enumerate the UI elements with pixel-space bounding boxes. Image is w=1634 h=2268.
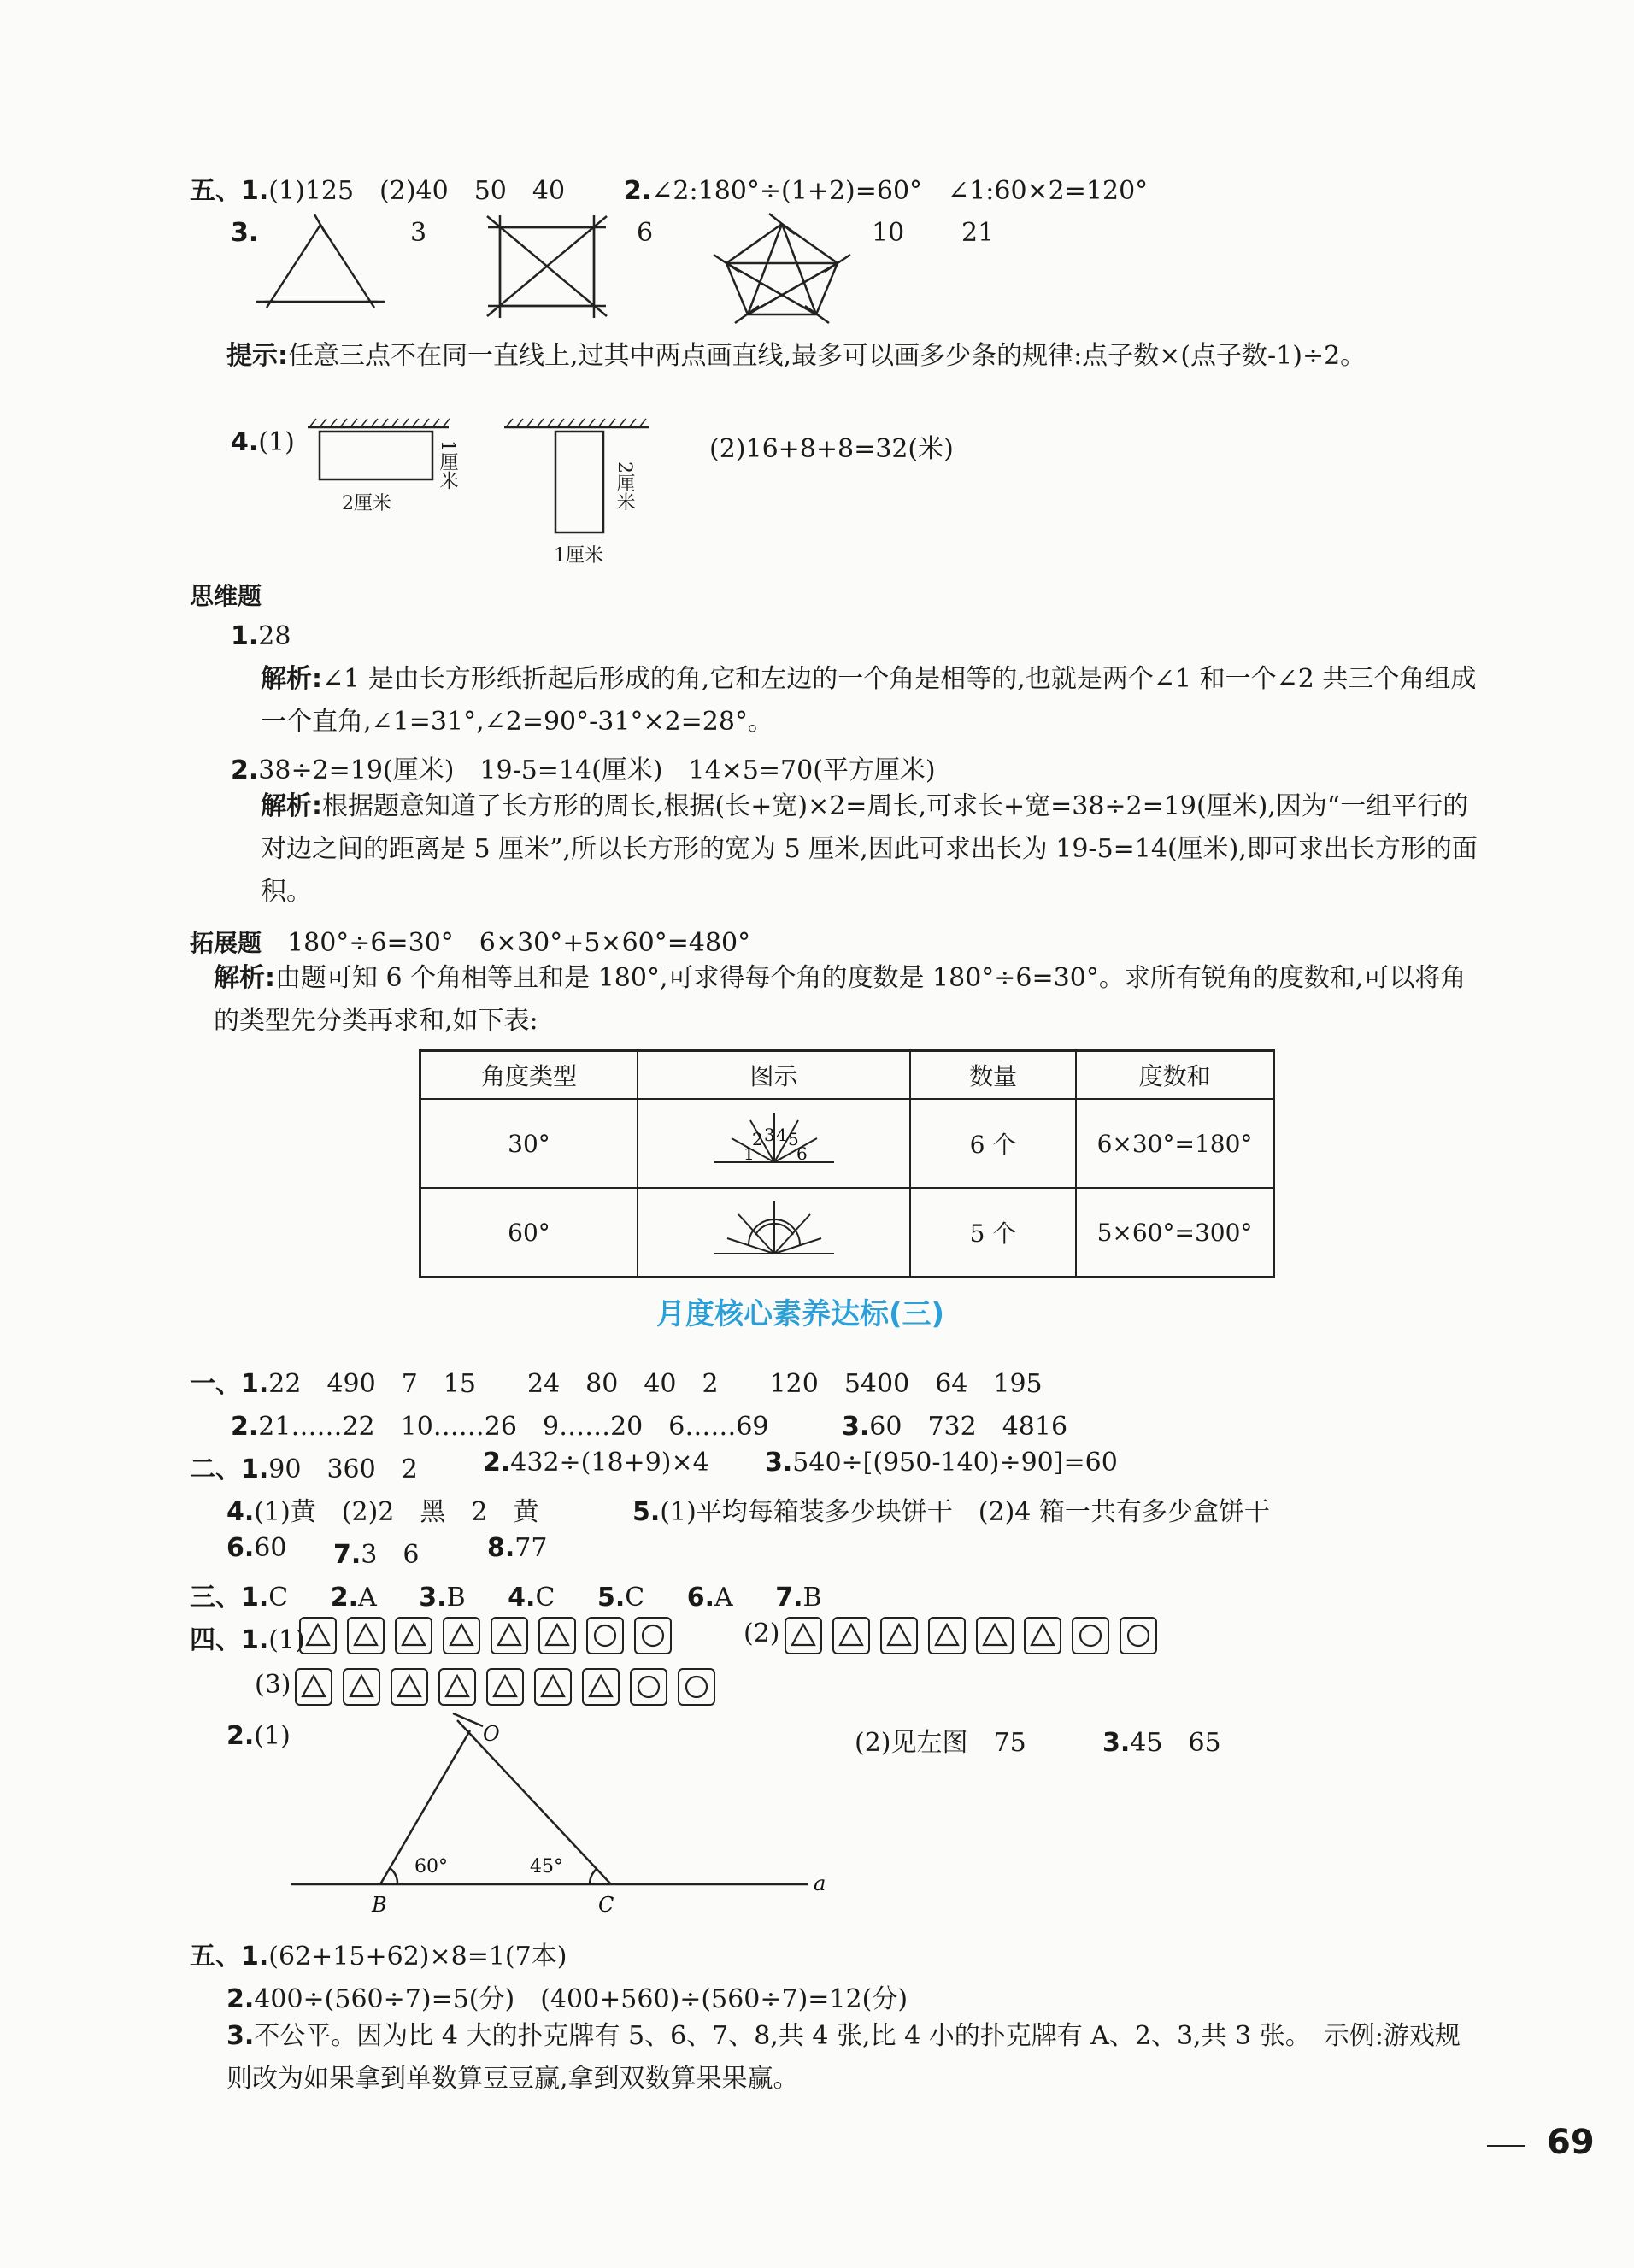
boxed-triangle-icon <box>928 1617 966 1654</box>
rect-b-height-label: 2厘米 <box>614 461 635 511</box>
boxed-triangle-icon <box>299 1617 337 1654</box>
boxed-circle-icon <box>630 1668 667 1706</box>
q5-1: 五、1.(1)125 (2)40 50 40 <box>190 176 566 206</box>
boxed-triangle-icon <box>582 1668 620 1706</box>
siwei-q2: 2.38÷2=19(厘米) 19-5=14(厘米) 14×5=70(平方厘米) <box>231 755 936 785</box>
boxed-circle-icon <box>634 1617 672 1654</box>
boxed-triangle-icon <box>395 1617 432 1654</box>
u3-1-2: 2.21……22 10……26 9……20 6……69 <box>231 1412 769 1442</box>
four-point-lines-figure <box>483 212 611 323</box>
tuozhan-analysis: 解析:由题可知 6 个角相等且和是 180°,可求得每个角的度数是 180°÷6=30°。求所有锐角的度数和,可以将角的类型先分类再求和,如下表: <box>214 963 1466 1036</box>
u3-4-2: 2.(1) <box>226 1721 291 1751</box>
siwei-q2-analysis: 解析:根据题意知道了长方形的周长,根据(长+宽)×2=周长,可求长+宽=38÷2=19(厘米),因为“一组平行的对边之间的距离是 5 厘米”,所以长方形的宽为 5 厘米,因此可求出长为 19-5=14(厘米),即可求出长方形的面积。 <box>261 791 1478 907</box>
fig-c-count2: 21 <box>961 218 995 248</box>
boxed-circle-icon <box>678 1668 715 1706</box>
boxed-triangle-icon <box>295 1668 332 1706</box>
u3-5-3: 3.不公平。因为比 4 大的扑克牌有 5、6、7、8,共 4 张,比 4 小的扑克牌有 A、2、3,共 3 张。 示例:游戏规则改为如果拿到单数算豆豆赢,拿到双数算果果赢。 <box>226 2021 1461 2094</box>
siwei-heading: 思维题 <box>190 582 262 610</box>
boxed-triangle-icon <box>438 1668 476 1706</box>
u3-2-5: 5.(1)平均每箱装多少块饼干 (2)4 箱一共有多少盒饼干 <box>632 1497 1270 1527</box>
fig-b-count: 6 <box>637 218 654 248</box>
table-header: 度数和 <box>1076 1051 1274 1100</box>
q5-4: 4.(1) <box>231 427 295 457</box>
ray-label: 1 <box>743 1143 755 1164</box>
boxed-triangle-icon <box>491 1617 528 1654</box>
u3-1-1: 一、1.22 490 7 15 24 80 40 2 120 5400 64 195 <box>190 1369 1043 1399</box>
three-point-lines-figure <box>256 209 385 320</box>
table-cell: 5 个 <box>910 1188 1076 1278</box>
table-cell: 5×60°=300° <box>1076 1188 1274 1278</box>
ray-label: 2 <box>751 1128 763 1149</box>
table-row <box>420 1188 1274 1278</box>
ray-label: 5 <box>787 1128 799 1149</box>
vertex-c-label: C <box>598 1893 614 1917</box>
u3-2-1: 二、1.90 360 2 <box>190 1454 418 1484</box>
ray-label: 6 <box>796 1143 808 1164</box>
u3-2-3: 3.540÷[(950-140)÷90]=60 <box>765 1448 1118 1478</box>
rect-a-width-label: 2厘米 <box>342 493 391 514</box>
ray-label: 4 <box>775 1124 787 1145</box>
table-cell-figure <box>638 1099 910 1188</box>
boxed-triangle-icon <box>486 1668 524 1706</box>
table-header: 数量 <box>910 1051 1076 1100</box>
table-cell: 6 个 <box>910 1099 1076 1188</box>
q5-4-part2: (2)16+8+8=32(米) <box>709 434 954 464</box>
u3-4-1-p2: (2) <box>744 1619 780 1648</box>
shape-sequence-3 <box>295 1668 726 1706</box>
u3-2-4: 4.(1)黄 (2)2 黑 2 黄 <box>226 1497 539 1527</box>
angle-b-label: 60° <box>414 1856 448 1877</box>
q5-2: 2.∠2:180°÷(1+2)=60° ∠1:60×2=120° <box>624 176 1149 206</box>
u3-3-label: 三、 <box>190 1583 241 1613</box>
fig-c-count1: 10 <box>872 218 905 248</box>
boxed-circle-icon <box>586 1617 624 1654</box>
boxed-triangle-icon <box>1024 1617 1061 1654</box>
u3-5-1: 五、1.(62+15+62)×8=1(7本) <box>190 1942 567 1971</box>
line-a-label: a <box>814 1871 826 1895</box>
tuozhan-line: 拓展题 180°÷6=30° 6×30°+5×60°=480° <box>190 928 751 958</box>
table-header-row <box>420 1051 1274 1100</box>
u3-4-3: 3.45 65 <box>1102 1728 1221 1758</box>
boxed-triangle-icon <box>976 1617 1014 1654</box>
u3-1-3: 3.60 732 4816 <box>842 1412 1068 1442</box>
sixty-degree-rays-figure <box>714 1196 834 1264</box>
table-cell-figure <box>638 1188 910 1278</box>
boxed-triangle-icon <box>443 1617 480 1654</box>
table-header: 角度类型 <box>420 1051 638 1100</box>
boxed-triangle-icon <box>343 1668 380 1706</box>
table-cell: 60° <box>420 1188 638 1278</box>
table-header: 图示 <box>638 1051 910 1100</box>
boxed-circle-icon <box>1072 1617 1109 1654</box>
table-cell: 6×30°=180° <box>1076 1099 1274 1188</box>
boxed-triangle-icon <box>538 1617 576 1654</box>
vertex-o-label: O <box>483 1722 500 1746</box>
rect-b-width-label: 1厘米 <box>554 545 603 567</box>
thirty-degree-rays-figure <box>714 1107 834 1175</box>
boxed-triangle-icon <box>785 1617 822 1654</box>
shape-sequence-2 <box>785 1617 1167 1654</box>
u3-2-7: 7.3 6 <box>333 1540 420 1570</box>
u3-4-1: 四、1.(1) <box>190 1625 305 1655</box>
angle-table <box>419 1049 1275 1278</box>
angle-c-label: 45° <box>530 1856 563 1877</box>
five-point-lines-figure <box>709 214 855 325</box>
table-cell: 30° <box>420 1099 638 1188</box>
table-row <box>420 1099 1274 1188</box>
u3-5-2: 2.400÷(560÷7)=5(分) (400+560)÷(560÷7)=12(分) <box>226 1984 908 2014</box>
boxed-triangle-icon <box>534 1668 572 1706</box>
fig-a-count: 3 <box>410 218 427 248</box>
boxed-triangle-icon <box>832 1617 870 1654</box>
page-number-rule <box>1487 2145 1525 2147</box>
siwei-q1-analysis: 解析:∠1 是由长方形纸折起后形成的角,它和左边的一个角是相等的,也就是两个∠1 和一个∠2 共三个角组成一个直角,∠1=31°,∠2=90°-31°×2=28°。 <box>261 664 1477 737</box>
siwei-q1: 1.28 <box>231 621 291 651</box>
shape-sequence-1 <box>299 1617 682 1654</box>
rect-a-height-label: 1厘米 <box>437 440 458 490</box>
u3-2-8: 8.77 <box>487 1533 548 1563</box>
u3-3-choices: 三、1.C 2.A 3.B 4.C 5.C 6.A 7.B <box>190 1583 822 1613</box>
q5-3-num: 3. <box>231 218 259 248</box>
angle-triangle-figure <box>291 1713 838 1927</box>
ray-label: 3 <box>763 1124 775 1145</box>
boxed-triangle-icon <box>347 1617 385 1654</box>
u3-4-1-p3: (3) <box>255 1670 291 1700</box>
u3-2-6: 6.60 <box>226 1533 287 1563</box>
unit-title: 月度核心素养达标(三) <box>656 1297 945 1331</box>
u3-4-2-p2: (2)见左图 75 <box>855 1728 1026 1758</box>
page-number: 69 <box>1547 2123 1595 2162</box>
hint-paragraph: 提示:任意三点不在同一直线上,过其中两点画直线,最多可以画多少条的规律:点子数×(点子数-1)÷2。 <box>226 341 1367 371</box>
boxed-circle-icon <box>1120 1617 1157 1654</box>
vertex-b-label: B <box>372 1893 387 1917</box>
boxed-triangle-icon <box>880 1617 918 1654</box>
boxed-triangle-icon <box>391 1668 428 1706</box>
u3-2-2: 2.432÷(18+9)×4 <box>483 1448 709 1478</box>
